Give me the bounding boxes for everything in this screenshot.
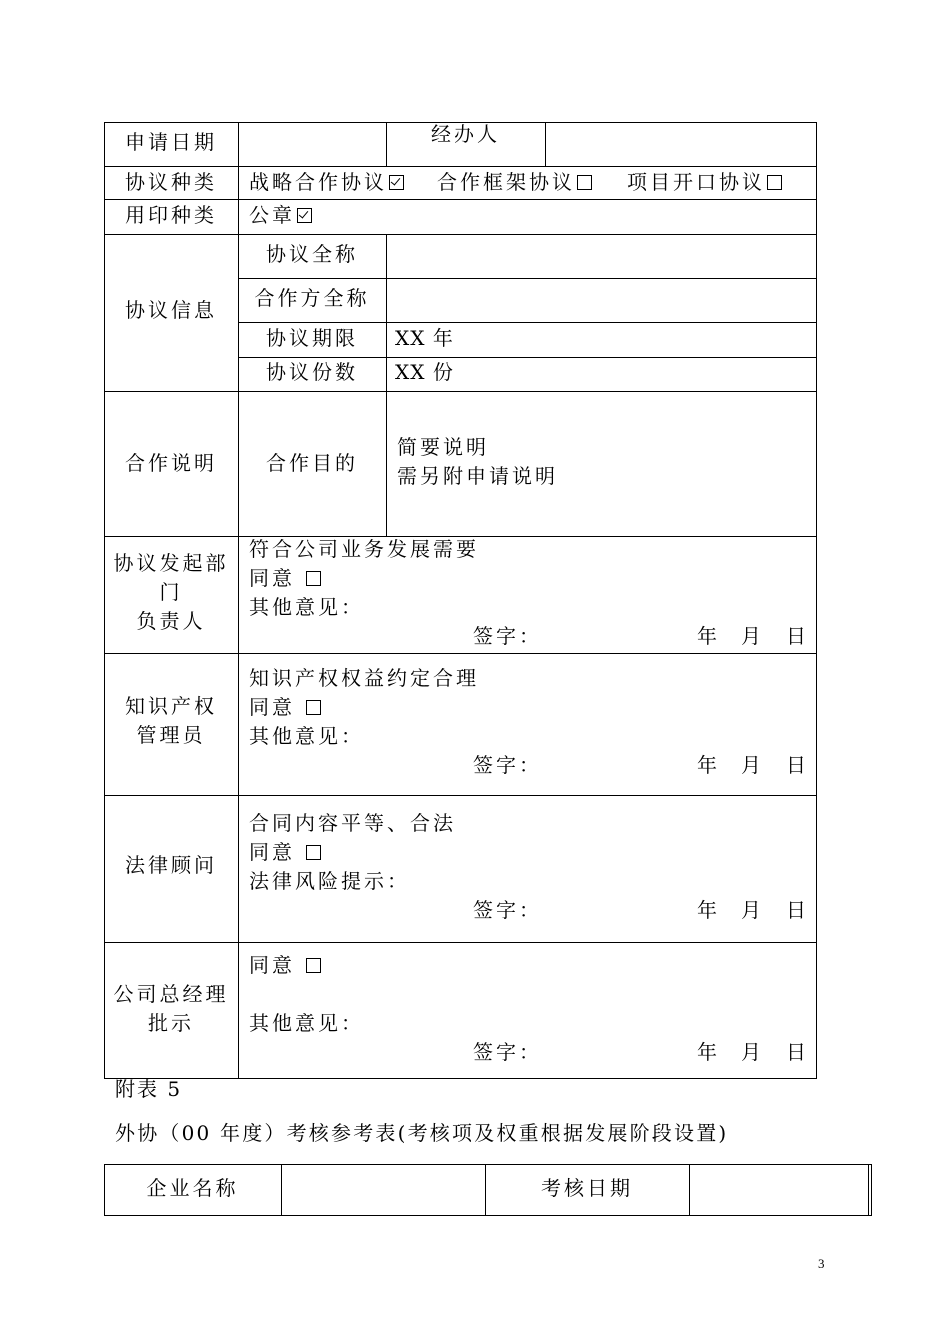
apply-date-field[interactable] (240, 124, 385, 165)
partner-name-label: 合作方全称 (254, 286, 370, 310)
approval-dept-head-label-2: 门 (159, 580, 183, 604)
agreement-type-framework[interactable] (437, 170, 592, 194)
approval-ip-label-1: 知识产权 (125, 694, 217, 718)
seal-type-official[interactable] (249, 203, 312, 227)
partner-name-field[interactable] (388, 280, 815, 321)
eval-date-label: 考核日期 (541, 1176, 633, 1200)
approval-gm-label-1: 公司总经理 (113, 982, 229, 1006)
approval-gm-other: 其他意见： (249, 1011, 364, 1035)
seal-type-label: 用印种类 (125, 203, 217, 227)
agree-label: 同意 (249, 953, 295, 977)
approval-dept-head-label-1: 协议发起部 (113, 551, 229, 575)
approval-gm-year: 年 (697, 1040, 720, 1064)
company-name-field[interactable] (283, 1166, 484, 1214)
purpose-line-2: 需另附申请说明 (397, 464, 558, 488)
approval-legal-criterion: 合同内容平等、合法 (249, 811, 456, 835)
approval-dept-head-agree[interactable] (249, 566, 321, 590)
checkbox-icon[interactable] (306, 845, 321, 860)
approval-dept-head-year: 年 (697, 624, 720, 648)
approval-gm-month: 月 (741, 1040, 764, 1064)
full-name-field[interactable] (388, 236, 815, 277)
agreement-info-label: 协议信息 (125, 298, 217, 322)
approval-dept-head-criterion: 符合公司业务发展需要 (249, 537, 479, 561)
approval-gm-agree[interactable] (249, 953, 321, 977)
agreement-type-framework-label: 合作框架协议 (437, 170, 575, 194)
agree-label: 同意 (249, 695, 295, 719)
checkbox-icon[interactable] (306, 571, 321, 586)
checkbox-icon[interactable] (577, 175, 592, 190)
term-label: 协议期限 (266, 326, 358, 350)
full-name-label: 协议全称 (266, 242, 358, 266)
agreement-type-project-label: 项目开口协议 (627, 170, 765, 194)
approval-gm-day: 日 (786, 1040, 809, 1064)
agreement-type-strategic-label: 战略合作协议 (249, 170, 387, 194)
approval-legal-year: 年 (697, 898, 720, 922)
agree-label: 同意 (249, 840, 295, 864)
approval-dept-head-sign: 签字： (473, 624, 542, 648)
approval-dept-head-day: 日 (786, 624, 809, 648)
checkbox-checked-icon[interactable] (389, 175, 404, 190)
approval-dept-head-other: 其他意见： (249, 595, 364, 619)
approval-ip-day: 日 (786, 753, 809, 777)
approval-dept-head-label-3: 负责人 (136, 609, 206, 633)
approval-legal-day: 日 (786, 898, 809, 922)
approval-legal-agree[interactable] (249, 840, 321, 864)
agreement-type-project[interactable] (627, 170, 782, 194)
approval-ip-month: 月 (741, 753, 764, 777)
term-value[interactable]: XX 年 (395, 326, 454, 350)
agreement-type-label: 协议种类 (125, 170, 217, 194)
handler-label: 经办人 (431, 122, 500, 146)
purpose-label: 合作目的 (266, 451, 358, 475)
appendix-title: 外协（00 年度）考核参考表(考核项及权重根据发展阶段设置) (115, 1121, 729, 1145)
seal-type-official-label: 公章 (249, 203, 295, 227)
approval-legal-sign: 签字： (473, 898, 542, 922)
approval-legal-month: 月 (741, 898, 764, 922)
checkbox-icon[interactable] (306, 958, 321, 973)
approval-legal-other: 法律风险提示： (249, 869, 410, 893)
copies-label: 协议份数 (266, 360, 358, 384)
appendix-label: 附表 5 (115, 1077, 183, 1101)
purpose-line-1: 简要说明 (397, 435, 489, 459)
apply-date-label: 申请日期 (125, 130, 217, 154)
approval-gm-sign: 签字： (473, 1040, 542, 1064)
company-name-label: 企业名称 (146, 1176, 239, 1200)
approval-ip-label-2: 管理员 (136, 723, 206, 747)
approval-ip-year: 年 (697, 753, 720, 777)
cooperation-label: 合作说明 (125, 451, 217, 475)
approval-ip-other: 其他意见： (249, 724, 364, 748)
approval-gm-label-2: 批示 (148, 1011, 194, 1035)
checkbox-checked-icon[interactable] (297, 208, 312, 223)
checkbox-icon[interactable] (767, 175, 782, 190)
page-number: 3 (818, 1256, 825, 1271)
approval-ip-criterion: 知识产权权益约定合理 (249, 666, 479, 690)
approval-ip-agree[interactable] (249, 695, 321, 719)
checkbox-icon[interactable] (306, 700, 321, 715)
handler-field[interactable] (547, 124, 815, 165)
approval-legal-label-1: 法律顾问 (125, 853, 217, 877)
agreement-type-strategic[interactable] (249, 170, 404, 194)
agree-label: 同意 (249, 566, 295, 590)
eval-date-field[interactable] (691, 1166, 867, 1214)
copies-value[interactable]: XX 份 (395, 360, 454, 384)
approval-ip-sign: 签字： (473, 753, 542, 777)
approval-dept-head-month: 月 (741, 624, 764, 648)
